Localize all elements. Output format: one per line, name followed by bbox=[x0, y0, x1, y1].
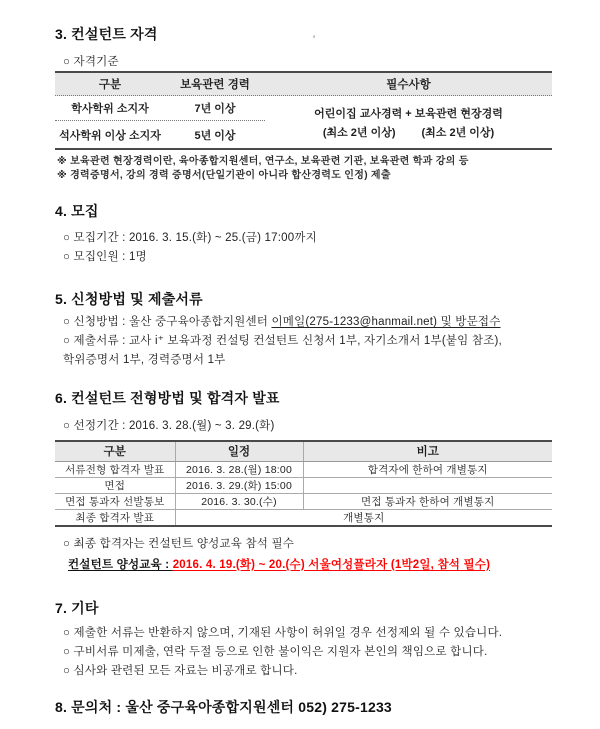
final-pass-note: ○ 최종 합격자는 컨설턴트 양성교육 참석 필수 bbox=[63, 537, 295, 550]
etc-item: ○ 제출한 서류는 반환하지 않으며, 기재된 사항이 허위일 경우 선정제외 될 수 있습니다. bbox=[63, 626, 503, 639]
training-info bbox=[68, 556, 552, 572]
table-row bbox=[55, 121, 265, 148]
schedule-note: 면접 통과자 한하여 개별통지 bbox=[303, 493, 552, 509]
application-email-link: 이메일(275-1233@hanmail.net) 및 방문접수 bbox=[271, 316, 501, 328]
qualification-criteria-label: ○ 자격기준 bbox=[63, 56, 119, 68]
recruitment-period: ○ 모집기간 : 2016. 3. 15.(화) ~ 25.(금) 17:00까지 bbox=[63, 232, 317, 244]
experience-cell: 7년 이상 bbox=[194, 103, 236, 115]
qualification-footnotes bbox=[57, 155, 552, 183]
submission-documents-line2: 학위증명서 1부, 경력증명서 1부 bbox=[63, 354, 226, 366]
recruitment-headcount: ○ 모집인원 : 1명 bbox=[63, 251, 147, 263]
schedule-col-header-date: 일정 bbox=[175, 441, 303, 461]
footnote: ※ 보육관련 현장경력이란, 육아종합지원센터, 연구소, 보육관련 기관, 보육관련 학과 강의 등 bbox=[57, 156, 469, 167]
experience-cell: 5년 이상 bbox=[194, 129, 236, 142]
application-method bbox=[63, 316, 552, 328]
section8-contact-title: 8. 문의처 : 울산 중구육아종합지원센터 052) 275-1233 bbox=[55, 698, 392, 715]
qualification-table-left bbox=[55, 96, 265, 148]
table-row bbox=[55, 477, 552, 493]
degree-cell: 학사학위 소지자 bbox=[71, 103, 149, 115]
section5-title: 5. 신청방법 및 제출서류 bbox=[55, 291, 203, 307]
requirement-line2 bbox=[323, 124, 494, 140]
schedule-category: 최종 합격자 발표 bbox=[55, 509, 175, 526]
table-row bbox=[55, 509, 552, 526]
section6-title: 6. 컨설턴트 전형방법 및 합격자 발표 bbox=[55, 390, 280, 406]
qualification-table bbox=[55, 71, 552, 150]
schedule-merged-note: 개별통지 bbox=[175, 509, 552, 526]
schedule-category: 서류전형 합격자 발표 bbox=[65, 463, 165, 476]
etc-item: ○ 구비서류 미제출, 연락 두절 등으로 인한 불이익은 지원자 본인의 책임으로 합니다. bbox=[63, 645, 488, 658]
application-method-prefix: ○ 신청방법 : 울산 중구육아종합지원센터 bbox=[63, 316, 272, 328]
table-row bbox=[55, 493, 552, 509]
training-label: 컨설턴트 양성교육 : bbox=[68, 558, 173, 571]
schedule-date: 2016. 3. 30.(수) bbox=[175, 493, 303, 509]
qualification-table-header-row bbox=[55, 73, 552, 96]
schedule-date: 2016. 3. 29.(화) 15:00 bbox=[175, 477, 303, 493]
schedule-note bbox=[303, 477, 552, 493]
degree-cell: 석사학위 이상 소지자 bbox=[59, 129, 161, 142]
footnote: ※ 경력증명서, 강의 경력 증명서(단일기관이 아니라 합산경력도 인정) 제출 bbox=[57, 170, 391, 181]
section3-title: 3. 컨설턴트 자격 bbox=[55, 26, 158, 42]
table-row bbox=[55, 461, 552, 477]
schedule-category: 면접 통과자 선발통보 bbox=[55, 493, 175, 509]
qualification-table-body bbox=[55, 96, 552, 148]
training-date-highlight: 2016. 4. 19.(화) ~ 20.(수) 서울여성플라자 (1박2일, 참석 필수) bbox=[172, 558, 491, 571]
qualification-col-header-requirements: 필수사항 bbox=[386, 79, 431, 91]
section4-title: 4. 모집 bbox=[55, 203, 99, 219]
table-row bbox=[55, 96, 265, 120]
etc-item: ○ 심사와 관련된 모든 자료는 비공개로 합니다. bbox=[63, 664, 298, 677]
requirement-min-years-right: (최소 2년 이상) bbox=[421, 126, 495, 139]
submission-documents-line1: ○ 제출서류 : 교사 i⁺ 보육과정 컨설팅 컨설턴트 신청서 1부, 자기소개서 1부(붙임 참조), bbox=[63, 335, 502, 347]
requirement-line1: 어린이집 교사경력 + 보육관련 현장경력 bbox=[314, 107, 503, 120]
requirement-min-years-left: (최소 2년 이상) bbox=[322, 126, 396, 139]
schedule-table bbox=[55, 440, 552, 527]
qualification-col-header-category: 구분 bbox=[98, 79, 122, 91]
qualification-col-header-experience: 보육관련 경력 bbox=[180, 79, 250, 91]
schedule-category: 면접 bbox=[55, 477, 175, 493]
schedule-note: 합격자에 한하여 개별통지 bbox=[303, 461, 552, 477]
schedule-col-header-note: 비고 bbox=[303, 441, 552, 461]
schedule-date: 2016. 3. 28.(월) 18:00 bbox=[175, 461, 303, 477]
selection-period: ○ 선정기간 : 2016. 3. 28.(월) ~ 3. 29.(화) bbox=[63, 420, 275, 432]
requirements-merged-cell bbox=[265, 96, 552, 148]
section7-title: 7. 기타 bbox=[55, 599, 99, 616]
schedule-table-header-row bbox=[55, 441, 552, 461]
stray-mark: ' bbox=[313, 34, 316, 46]
schedule-col-header-category: 구분 bbox=[55, 441, 175, 461]
